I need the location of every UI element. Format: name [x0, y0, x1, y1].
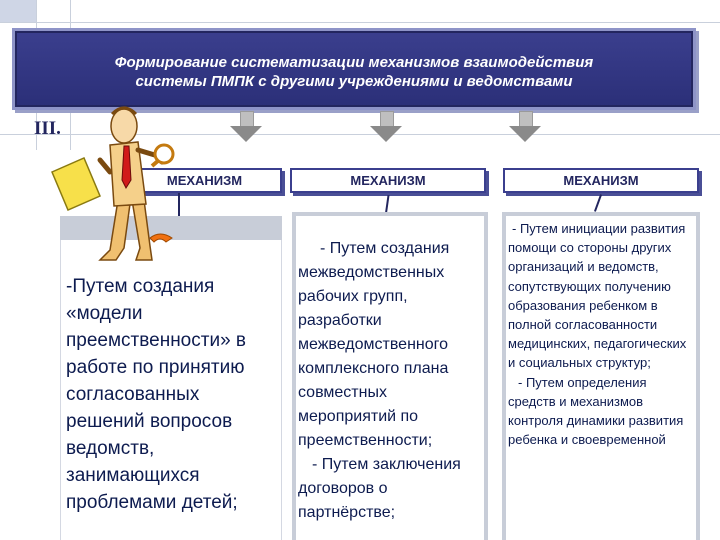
panel-1-paragraph: -Путем создания «модели преемственности» в работе по принятию согласованных решений вопросов ведомств, занимающихся проблемами детей;	[66, 276, 247, 513]
panel-1-text	[66, 273, 280, 516]
mechanism-label-3: МЕХАНИЗМ	[503, 168, 699, 193]
connector-line	[594, 194, 602, 212]
panel-2-text	[298, 237, 484, 525]
panel-2-paragraph: - Путем заключения договоров о партнёрстве;	[298, 456, 461, 521]
mechanism-label-1: МЕХАНИЗМ	[127, 168, 282, 193]
person-with-magnifier-illustration	[40, 100, 180, 270]
title-line-2: системы ПМПК с другими учреждениями и ведомствами	[135, 73, 573, 90]
title-banner	[12, 28, 696, 110]
mechanism-label-2: МЕХАНИЗМ	[290, 168, 486, 193]
arrow-stem	[519, 111, 533, 127]
decor-line	[0, 22, 720, 23]
panel-3-paragraph: - Путем определения средств и механизмов контроля динамики развития ребенка и своевременной	[508, 374, 684, 448]
corner-decoration	[0, 0, 36, 22]
panel-3-paragraph: - Путем инициации развития помощи со стороны других организаций и ведомств, сопутствующих получению образования ребенком в полной согласованности медицинских, педагогических и социальных структур;	[508, 221, 687, 371]
arrow-down-icon	[509, 126, 541, 142]
arrow-down-icon	[370, 126, 402, 142]
arrow-stem	[380, 111, 394, 127]
banner-title	[15, 53, 693, 91]
panel-3-text	[508, 219, 694, 449]
arrow-stem	[240, 111, 254, 127]
panel-2-paragraph: - Путем создания межведомственных рабочих групп, разработки межведомственного комплексного плана совместных мероприятий по преемственности;	[298, 240, 450, 449]
section-number: III.	[34, 118, 61, 139]
arrow-down-icon	[230, 126, 262, 142]
title-line-1: Формирование систематизации механизмов взаимодействия	[114, 54, 594, 71]
